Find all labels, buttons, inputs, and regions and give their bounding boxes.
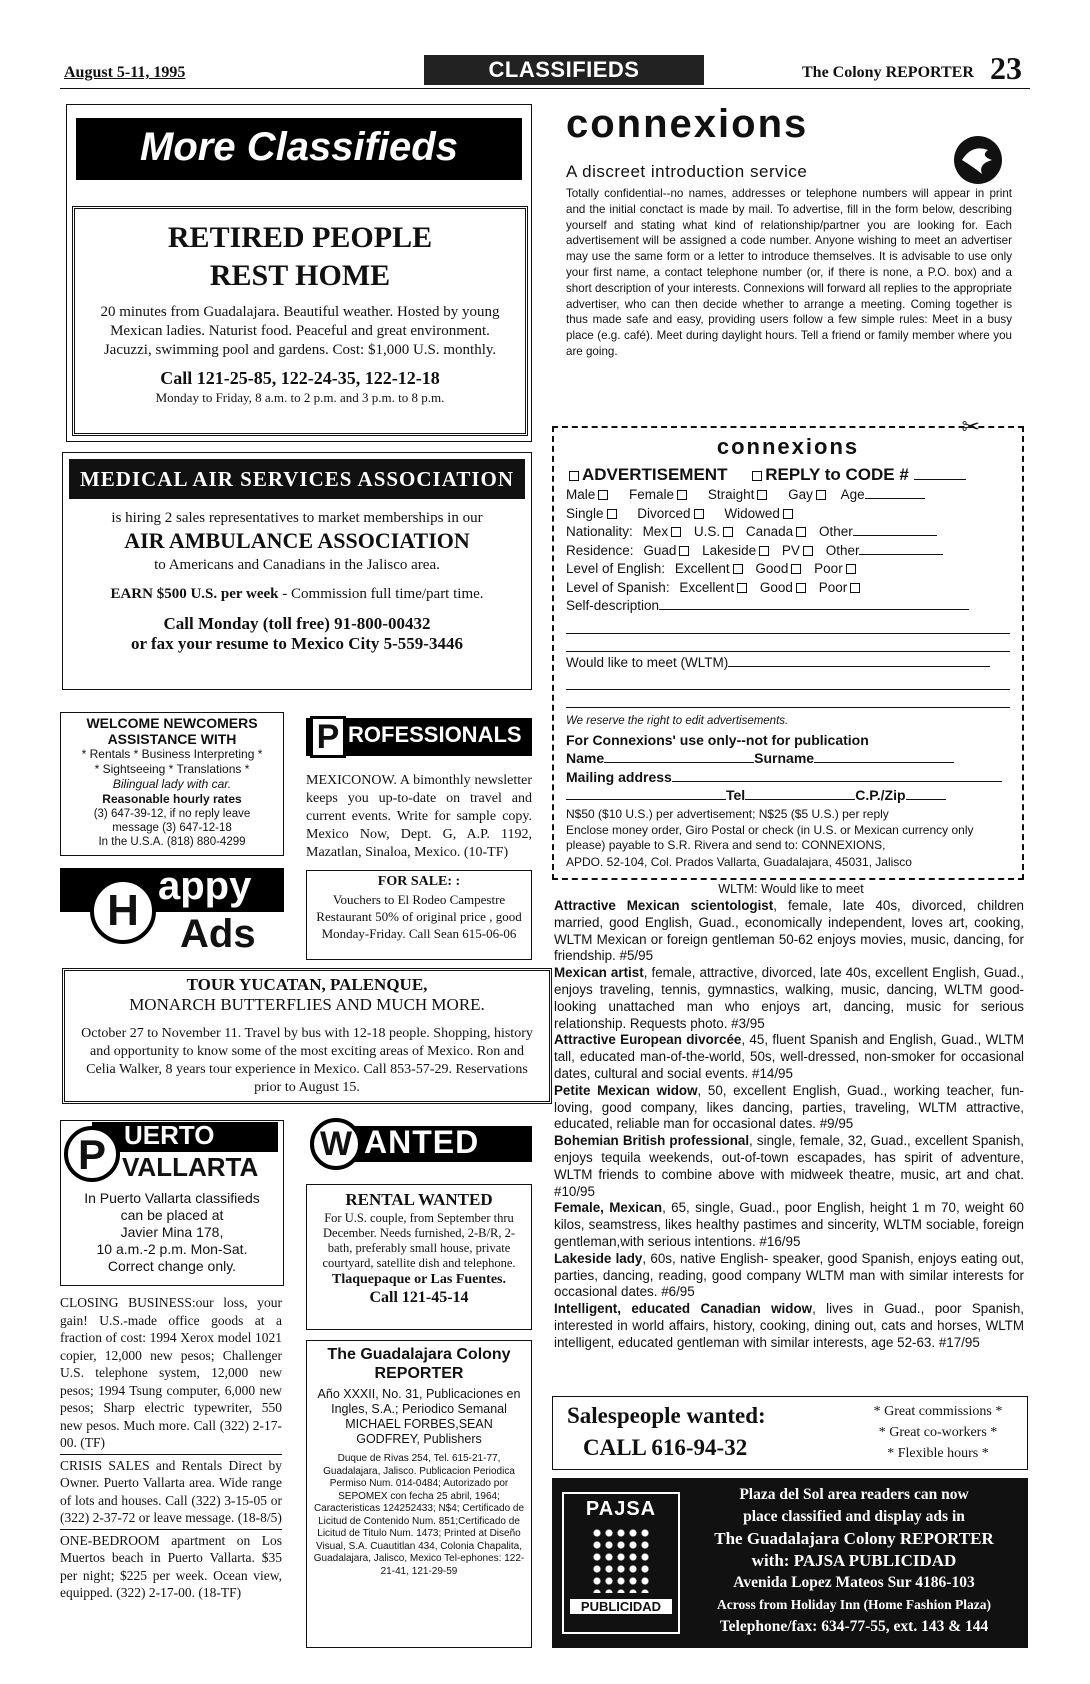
personal-ad-head: Female, Mexican [554, 1200, 663, 1216]
welcome-line-7: In the U.S.A. (818) 880-4299 [98, 836, 246, 848]
medical-air-line-4 [63, 585, 531, 604]
wanted-w: W [310, 1118, 362, 1170]
reply-label: REPLY to CODE # [765, 465, 909, 484]
benefit-commissions: * Great commissions * [873, 1404, 1003, 1419]
nationality-other-label: Other [818, 524, 853, 539]
rest-home-ad [72, 206, 528, 436]
earn-text: EARN $500 U.S. per week [110, 586, 279, 602]
dove-emblem-icon [948, 130, 1008, 190]
personal-ad-head: Lakeside lady [554, 1250, 643, 1266]
reply-code-field[interactable] [914, 479, 966, 480]
residence-other-field[interactable] [859, 554, 943, 555]
tel-field[interactable] [745, 799, 855, 800]
self-description-field[interactable] [659, 609, 969, 610]
guad-label: Guad [643, 542, 677, 558]
personal-ad [554, 1083, 1024, 1133]
benefit-hours: * Flexible hours * [887, 1446, 989, 1461]
tel-label: Tel [726, 787, 746, 803]
pajsa-line-2: place classified and display ads in [743, 1508, 965, 1525]
personal-ad-body: , single, female, 32, Guad., excellent Spanish, enjoys tequila weekends, out-of-town escapades, has spirit of adventure, WLTM friends to combine above with midweek theatre, music, art and chat. #10/95 [554, 1133, 1025, 1199]
nationality-other-field[interactable] [853, 535, 937, 536]
tour-title-1: TOUR YUCATAN, PALENQUE, [186, 975, 428, 994]
happy-ads-h: H [90, 878, 156, 944]
pv-info-5: Correct change only. [107, 1258, 237, 1274]
medical-air-line-6: or fax your resume to Mexico City 5-559-3446 [131, 634, 463, 653]
form-type-row [566, 464, 1010, 486]
advertisement-checkbox[interactable] [569, 471, 579, 481]
male-label: Male [566, 487, 596, 502]
us-checkbox[interactable] [723, 527, 733, 537]
widowed-label: Widowed [724, 505, 780, 521]
pv-info-1: In Puerto Vallarta classifieds [84, 1190, 260, 1206]
personals-list [554, 898, 1024, 1352]
connexions-form [552, 414, 1024, 880]
wltm-field[interactable] [728, 666, 990, 667]
male-checkbox[interactable] [598, 490, 608, 500]
english-poor-checkbox[interactable] [846, 564, 856, 574]
reply-checkbox[interactable] [752, 471, 762, 481]
name-label: Name [566, 750, 605, 766]
pv-classified-list [60, 1294, 282, 1602]
salespeople-title: Salespeople wanted: [567, 1403, 766, 1428]
puerto-vallarta-title-2: VALLARTA [122, 1152, 259, 1182]
benefit-coworkers: * Great co-workers * [878, 1425, 998, 1440]
pajsa-logo-text: PAJSA [585, 1498, 657, 1520]
edit-note: We reserve the right to edit advertisements. [566, 715, 789, 727]
mex-checkbox[interactable] [671, 527, 681, 537]
lakeside-label: Lakeside [702, 542, 757, 558]
female-checkbox[interactable] [677, 490, 687, 500]
personal-ad-body: , 50, excellent English, Guad., working teacher, fun-loving, good company, likes dancing, parties, traveling, WLTM attractive, educated, reliable man for occasional dates. #9/95 [554, 1082, 1024, 1132]
pajsa-line-6: Across from Holiday Inn (Home Fashion Plaza) [716, 1597, 991, 1612]
forsale-title: FOR SALE: : [377, 874, 461, 889]
pajsa-ad [552, 1478, 1028, 1648]
forsale-body: Vouchers to El Rodeo Campestre Restaurant 50% of original price , good Monday-Friday. Call Sean 615-06-06 [316, 892, 522, 941]
personal-ad-head: Mexican artist [554, 965, 644, 981]
pajsa-text [684, 1484, 1024, 1638]
professionals-banner [306, 712, 532, 762]
rest-home-body: 20 minutes from Guadalajara. Beautiful weather. Hosted by young Mexican ladies. Naturist food. Peaceful and great environment. Jacuzzi, swimming pool and gardens. Cost: $1,000 U.S. monthly. [100, 304, 500, 358]
english-excellent-label: Excellent [674, 561, 730, 576]
wltm-line-3[interactable] [566, 690, 1010, 708]
residence-other-label: Other [825, 542, 860, 558]
wltm-line-2[interactable] [566, 672, 1010, 690]
pajsa-logo-subtext: PUBLICIDAD [570, 1599, 672, 1614]
zip-label: C.P./Zip [855, 787, 906, 803]
issue-date: August 5-11, 1995 [64, 64, 186, 81]
age-field[interactable] [865, 498, 925, 499]
rental-wanted-call: Call 121-45-14 [369, 1289, 469, 1306]
scissors-icon: ✂ [961, 414, 980, 439]
personal-ad [554, 1251, 1024, 1301]
address-note: APDO. 52-104, Col. Prados Vallarta, Guadalajara, 45031, Jalisco [566, 855, 912, 869]
rental-wanted-title: RENTAL WANTED [345, 1190, 493, 1209]
self-description-line-2[interactable] [566, 616, 1010, 634]
rental-wanted-place: Tlaquepaque or Las Fuentes. [332, 1272, 506, 1287]
spanish-poor-label: Poor [818, 579, 848, 595]
section-banner: CLASSIFIEDS [424, 55, 704, 85]
welcome-line-4: Reasonable hourly rates [102, 792, 242, 806]
mex-label: Mex [642, 524, 669, 539]
surname-label: Surname [754, 750, 815, 766]
gay-checkbox[interactable] [816, 490, 826, 500]
us-label: U.S. [693, 524, 721, 539]
tour-yucatan-ad [62, 968, 552, 1104]
masthead-publishers: MICHAEL FORBES,SEAN GODFREY, Publishers [345, 1417, 493, 1446]
rental-wanted-body: For U.S. couple, from September thru December. Needs furnished, 2-B/R, 2-bath, preferably small house, private courtyard, satellite dish and telephone. [322, 1211, 516, 1270]
pv-classified-apartment: ONE-BEDROOM apartment on Los Muertos beach in Puerto Vallarta. $35 per night; $225 per week. Ocean view, equipped. (322) 2-17-00. (18-TF) [60, 1532, 282, 1600]
gay-label: Gay [788, 487, 813, 502]
forsale-ad [306, 870, 532, 960]
welcome-title-2: ASSISTANCE WITH [107, 731, 237, 747]
english-level-label: Level of English: [566, 561, 666, 576]
personal-ad [554, 965, 1024, 1032]
status-row [566, 505, 1010, 524]
medical-air-line-3: to Americans and Canadians in the Jalisco area. [154, 557, 440, 573]
rental-wanted-ad [306, 1184, 532, 1330]
single-checkbox[interactable] [607, 509, 617, 519]
pv-classified-closing: CLOSING BUSINESS:our loss, your gain! U.S.-made office goods at a fraction of cost: 1994 Xerox model 1021 copier, 12,000 new pesos; Challenger U.S. telephone system, 12,000 new pesos; 1994 Tsung computer, 6,000 new pesos; Sharp electric typewriter, 550 new pesos. Much more. Call (322) 2-17-00. (TF) [60, 1294, 282, 1455]
single-label: Single [566, 505, 604, 521]
welcome-line-2: * Sightseeing * Translations * [94, 762, 250, 776]
puerto-vallarta-title-1: UERTO [124, 1120, 215, 1150]
guad-checkbox[interactable] [679, 546, 689, 556]
personal-ad-body: , 60s, native English- speaker, good Spanish, enjoys eating out, parties, dancing, reading, good company WLTM man with similar interests for occasional dates. #6/95 [554, 1250, 1024, 1300]
puerto-vallarta-p: P [64, 1126, 120, 1182]
medical-air-line-2: AIR AMBULANCE ASSOCIATION [124, 528, 470, 553]
personal-ad [554, 1200, 1024, 1250]
english-good-label: Good [755, 561, 789, 576]
surname-field[interactable] [814, 762, 954, 763]
happy-ads-banner [60, 864, 284, 960]
name-field[interactable] [604, 762, 754, 763]
personal-ad-body: , 65, single, Guad., poor English, height 1 m 70, weight 60 kilos, seamstress, likes healthy pastimes and sincerity, WLTM sociable, foreign gentleman,with serious intentions. #16/95 [554, 1200, 1024, 1249]
internal-use-note: For Connexions' use only--not for publication [566, 731, 869, 748]
pv-classified-crisis: CRISIS SALES and Rentals Direct by Owner. Puerto Vallarta area. Wide range of lots and houses. Call (322) 3-15-05 or (322) 2-37-72 or leave message. (18-8/5) [60, 1455, 282, 1530]
spanish-level-label: Level of Spanish: [566, 579, 670, 595]
more-classifieds-title: More Classifieds [76, 118, 522, 180]
rest-home-hours: Monday to Friday, 8 a.m. to 2 p.m. and 3 p.m. to 8 p.m. [155, 390, 445, 405]
welcome-newcomers-ad [60, 712, 284, 856]
personal-ad-head: Bohemian British professional [554, 1133, 750, 1149]
pajsa-line-7: Telephone/fax: 634-77-55, ext. 143 & 144 [719, 1618, 989, 1635]
spanish-excellent-label: Excellent [679, 579, 735, 595]
form-logo: connexions [716, 434, 860, 459]
spanish-row [566, 579, 1010, 598]
connexions-intro: Totally confidential--no names, addresses or telephone numbers will appear in print and the initial conctact is made by mail. To advertise, fill in the form below, describing yourself and stating what kind of relationship/partner you are looking for. Each advertisement will be assigned a code number. Anyone wishing to meet an advertiser may use the same form or a letter to introduce themselves. It is advisable to use only your first name, a contact telephone number (or, if there is none, a P.O. box) and a short description of your interests. Connexions will forward all replies to the appropriate advertiser, who can then decide whether to arrange a meeting. Coming together is thus made safe and easy, providing users follow a few simple rules: Meet in a busy place (e.g. café). Meet during daylight hours. Tell a friend or family member where you are going. [566, 187, 1012, 358]
masthead-body: Año XXXII, No. 31, Publicaciones en Ingles, S.A.; Periodico Semanal [317, 1387, 521, 1416]
english-good-checkbox[interactable] [791, 564, 801, 574]
salespeople-ad [552, 1396, 1028, 1470]
sex-row [566, 486, 1010, 505]
salespeople-call: CALL 616-94-32 [583, 1435, 748, 1460]
fee-note: N$50 ($10 U.S.) per advertisement; N$25 ($5 U.S.) per reply [566, 806, 889, 821]
pv-checkbox[interactable] [803, 546, 813, 556]
pv-label: PV [781, 542, 800, 558]
personal-ad-body: , female, attractive, divorced, late 40s, excellent English, Guad., enjoys traveling, tennis, gymnastics, walking, music, dancing, WLTM good-looking unattached man who enjoys art, dancing, music for serious relationship. Requests photo. #3/95 [554, 965, 1024, 1031]
professionals-title: ROFESSIONALS [348, 722, 522, 747]
mailing-label: Mailing address [566, 768, 672, 785]
residence-label: Residence: [566, 542, 634, 558]
puerto-vallarta-info [62, 1190, 282, 1275]
medical-air-title: MEDICAL AIR SERVICES ASSOCIATION [69, 459, 525, 499]
personal-ad [554, 1301, 1024, 1351]
spanish-excellent-checkbox[interactable] [737, 583, 747, 593]
pajsa-line-4: with: PAJSA PUBLICIDAD [751, 1551, 957, 1570]
salespeople-benefits [853, 1401, 1023, 1464]
personal-ad-body: , lives in Guad., poor Spanish, interested in world affairs, history, cooking, dining out, cats and horses, WLTM intelligent, educated gentleman with similar interests, age 52-63. #17/95 [554, 1301, 1024, 1350]
spanish-good-label: Good [759, 579, 793, 595]
welcome-line-5: (3) 647-39-12, if no reply leave [93, 808, 251, 820]
name-row [566, 749, 1010, 768]
connexions-header [552, 102, 1030, 424]
english-excellent-checkbox[interactable] [733, 564, 743, 574]
connexions-logo: connexions [566, 102, 809, 146]
enclose-note: Enclose money order, Giro Postal or check (in U.S. or Mexican currency only please) payable to S.R. Rivera and send to: CONNEXIONS, [566, 823, 974, 852]
masthead-box [306, 1340, 532, 1648]
tel-row [566, 786, 1010, 805]
personal-ad [554, 1133, 1024, 1200]
welcome-line-3: Bilingual lady with car. [112, 777, 232, 791]
commission-text: - Commission full time/part time. [278, 586, 484, 602]
pv-info-3: Javier Mina 178, [120, 1224, 224, 1240]
personal-ad-body: , female, late 40s, divorced, children married, good English, Guad., economically independent, loves art, cooking, WLTM Mexican or foreign gentleman 50-62 enjoys movies, music, dancing, for friendship. #5/95 [554, 898, 1024, 964]
medical-air-line-5: Call Monday (toll free) 91-800-00432 [163, 614, 431, 633]
page-number: 23 [990, 50, 1022, 86]
english-poor-label: Poor [814, 561, 843, 576]
personal-ad [554, 1032, 1024, 1082]
masthead-title: The Guadalajara Colony REPORTER [327, 1346, 511, 1382]
tour-title-2: MONARCH BUTTERFLIES AND MUCH MORE. [129, 995, 485, 1014]
welcome-line-6: message (3) 647-12-18 [112, 822, 232, 834]
medical-air-ad [62, 452, 532, 690]
pv-info-4: 10 a.m.-2 p.m. Mon-Sat. [96, 1241, 248, 1257]
rest-home-call: Call 121-25-85, 122-24-35, 122-12-18 [160, 368, 440, 388]
welcome-title-1: WELCOME NEWCOMERS [86, 715, 258, 731]
zip-field[interactable] [906, 799, 946, 800]
lakeside-checkbox[interactable] [759, 546, 769, 556]
advertisement-label: ADVERTISEMENT [582, 465, 728, 484]
self-description-label: Self-description [566, 598, 660, 613]
mailing-row [566, 768, 1010, 787]
happy-ads-appy: appy [158, 864, 252, 908]
professionals-p: P [310, 716, 346, 758]
canada-checkbox[interactable] [796, 527, 806, 537]
divorced-label: Divorced [637, 505, 691, 521]
wltm-row [566, 654, 1010, 673]
personal-ad-body: , 45, fluent Spanish and English, Guad., WLTM tall, educated man-of-the-world, 50s, well-dressed, non-smoker for occasional dates, cultural and social events. #14/95 [554, 1032, 1024, 1081]
mailing-field[interactable] [672, 781, 1002, 782]
spanish-poor-checkbox[interactable] [850, 583, 860, 593]
pajsa-line-1: Plaza del Sol area readers can now [739, 1486, 969, 1503]
canada-label: Canada [745, 524, 794, 539]
mexiconow-ad: MEXICONOW. A bimonthly newsletter keeps you up-to-date on travel and current events. Write for sample copy. Mexico Now, Dept. G, A.P. 1192, Mazatlan, Sinaloa, Mexico. (10-TF) [306, 773, 532, 860]
wanted-title: ANTED [364, 1124, 480, 1160]
pajsa-logo [562, 1492, 680, 1634]
publication-name: The Colony REPORTER [802, 64, 974, 81]
medical-air-line-1: is hiring 2 sales representatives to market memberships in our [111, 510, 483, 526]
english-row [566, 560, 1010, 579]
personal-ad-head: Attractive Mexican scientologist [554, 898, 774, 913]
pajsa-dots-icon [591, 1527, 651, 1593]
residence-row [566, 542, 1010, 561]
mailing-field-2[interactable] [566, 799, 726, 800]
header-rule [60, 88, 1030, 89]
personal-ad-head: Petite Mexican widow [554, 1082, 698, 1098]
widowed-checkbox[interactable] [783, 509, 793, 519]
straight-checkbox[interactable] [757, 490, 767, 500]
self-description-line-3[interactable] [566, 634, 1010, 652]
wltm-label: Would like to meet (WLTM) [566, 654, 729, 670]
personal-ad-head: Intelligent, educated Canadian widow [554, 1301, 813, 1317]
self-description-row [566, 597, 1010, 616]
age-label: Age [840, 487, 865, 502]
personal-ad-head: Attractive European divorcée [554, 1032, 742, 1048]
female-label: Female [629, 487, 675, 502]
wltm-legend: WLTM: Would like to meet [718, 882, 864, 896]
straight-label: Straight [707, 487, 755, 502]
nationality-row [566, 523, 1010, 542]
spanish-good-checkbox[interactable] [796, 583, 806, 593]
pajsa-line-3: The Guadalajara Colony REPORTER [714, 1529, 994, 1548]
wanted-banner [306, 1116, 532, 1172]
nationality-label: Nationality: [566, 524, 633, 539]
welcome-line-1: * Rentals * Business Interpreting * [81, 747, 263, 761]
pv-info-2: can be placed at [120, 1207, 224, 1223]
rest-home-title-2: REST HOME [209, 259, 391, 292]
masthead-fine-print: Duque de Rivas 254, Tel. 615-21-77, Guadalajara, Jalisco. Publicacion Periodica Permiso Num. 014-0484; Autorizado por SEPOMEX con fecha 25 abril, 1964; Caracteristicas 124252433; N$4; Certificado de Licitud de Contenido Num. 851;Certificado de Licitud de Titulo Num. 1473; Printed at Diseño Visual, S.A. Cuautitlan 434, Colonia Chapalita, Guadalajara, Jalisco, Mexico Tel-ephones: 122-21-41, 121-29-59 [313, 1453, 525, 1577]
rest-home-title-1: RETIRED PEOPLE [167, 221, 433, 254]
happy-ads-ads: Ads [180, 912, 256, 956]
personal-ad [554, 898, 1024, 965]
divorced-checkbox[interactable] [694, 509, 704, 519]
tour-body: October 27 to November 11. Travel by bus with 12-18 people. Shopping, history and opportunity to know some of the most exciting areas of Mexico. Ron and Celia Walker, 8 years tour experience in Mexico. Call 853-57-29. Reservations prior to August 15. [81, 1026, 533, 1095]
pajsa-line-5: Avenida Lopez Mateos Sur 4186-103 [733, 1574, 975, 1591]
connexions-tagline: A discreet introduction service [566, 162, 808, 181]
